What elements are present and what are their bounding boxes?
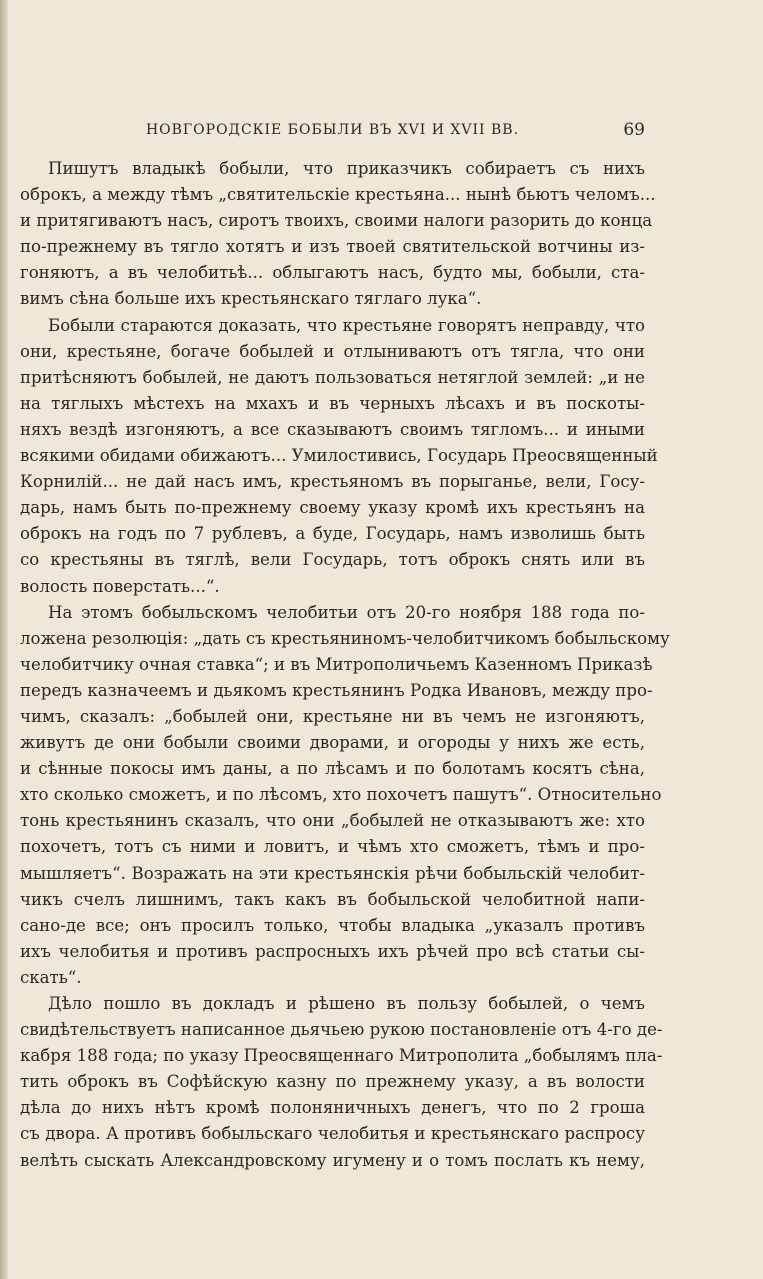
paragraph	[20, 991, 663, 1174]
text-line: похочетъ, тотъ съ ними и ловитъ, и чѣмъ хто сможетъ, тѣмъ и про-	[20, 837, 645, 857]
text-line: дѣла до нихъ нѣтъ кромѣ полоняничныхъ денегъ, что по 2 гроша	[20, 1098, 645, 1118]
text-line: ложена резолюція: „дать съ крестьяниномъ-челобитчикомъ бобыльскому	[20, 628, 670, 648]
text-line: сано-де все; онъ просилъ только, чтобы владыка „указалъ противъ	[20, 915, 645, 935]
text-line: кабря 188 года; по указу Преосвященнаго Митрополита „бобылямъ пла-	[20, 1046, 663, 1066]
text-line: дарь, намъ быть по-прежнему своему указу кромѣ ихъ крестьянъ на	[20, 498, 645, 518]
text-line: свидѣтельствуетъ написанное дьячьею рукою постановленіе отъ 4-го де-	[20, 1020, 663, 1040]
paragraph	[20, 313, 658, 600]
text-line: ихъ челобитья и противъ распросныхъ ихъ рѣчей про всѣ статьи сы-	[20, 941, 645, 961]
text-line: волость поверстать...“.	[20, 576, 220, 596]
text-line: по-прежнему въ тягло хотятъ и изъ твоей святительской вотчины из-	[20, 237, 645, 257]
text-line: хто сколько сможетъ, и по лѣсомъ, хто похочетъ пашутъ“. Относительно	[20, 785, 662, 805]
paragraph	[20, 600, 670, 991]
paragraph	[20, 156, 656, 313]
text-line: Бобыли стараются доказать, что крестьяне говорятъ неправду, что	[48, 315, 645, 335]
text-line: скать“.	[20, 967, 82, 987]
text-line: живутъ де они бобыли своими дворами, и огороды у нихъ же есть,	[20, 733, 645, 753]
text-line: челобитчику очная ставка“; и въ Митрополичьемъ Казенномъ Приказѣ	[20, 654, 653, 674]
text-line: чимъ, сказалъ: „бобылей они, крестьяне ни въ чемъ не изгоняютъ,	[20, 706, 645, 726]
text-line: велѣть сыскать Александровскому игумену и о томъ послать къ нему,	[20, 1150, 645, 1170]
text-line: Дѣло пошло въ докладъ и рѣшено въ пользу бобылей, о чемъ	[48, 994, 645, 1013]
body-text	[20, 156, 670, 1174]
text-line: они, крестьяне, богаче бобылей и отлыниваютъ отъ тягла, что они	[20, 341, 645, 361]
text-line: передъ казначеемъ и дьякомъ крестьянинъ Родка Ивановъ, между про-	[20, 680, 653, 700]
text-line: оброкъ на годъ по 7 рублевъ, а буде, Государь, намъ изволишь быть	[20, 524, 645, 544]
text-line: На этомъ бобыльскомъ челобитьи отъ 20-го ноября 188 года по-	[48, 602, 645, 622]
text-line: гоняютъ, а въ челобитьѣ... облыгаютъ насъ, будто мы, бобыли, ста-	[20, 263, 645, 283]
text-line: притѣсняютъ бобылей, не даютъ пользоваться нетяглой землей: „и не	[20, 367, 645, 387]
text-line: вимъ сѣна больше ихъ крестьянскаго тяглаго лука“.	[20, 289, 482, 309]
text-line: няхъ вездѣ изгоняютъ, а все сказываютъ своимъ тягломъ... и иными	[20, 419, 645, 439]
text-line: на тяглыхъ мѣстехъ на мхахъ и въ черныхъ лѣсахъ и въ поскоты-	[20, 393, 645, 413]
text-line: всякими обидами обижаютъ... Умилостивись, Государь Преосвященный	[20, 446, 658, 466]
text-line: и притягиваютъ насъ, сиротъ твоихъ, своими налоги разорить до конца	[20, 211, 653, 231]
text-line: со крестьяны въ тяглѣ, вели Государь, тотъ оброкъ снять или въ	[20, 550, 645, 570]
text-line: мышляетъ“. Возражать на эти крестьянскія рѣчи бобыльскій челобит-	[20, 863, 645, 883]
text-line: Корнилій... не дай насъ имъ, крестьяномъ въ порыганье, вели, Госу-	[20, 472, 645, 492]
page-number: 69	[623, 120, 645, 140]
text-line: оброкъ, а между тѣмъ „святительскіе крестьяна... нынѣ бьютъ челомъ...	[20, 185, 656, 205]
text-line: тить оброкъ въ Софѣйскую казну по прежнему указу, а въ волости	[20, 1072, 645, 1092]
running-head: НОВГОРОДСКІЕ БОБЫЛИ ВЪ XVI И XVII ВВ.	[145, 122, 520, 138]
page-header	[20, 120, 645, 144]
text-line: чикъ счелъ лишнимъ, такъ какъ въ бобыльской челобитной напи-	[20, 889, 645, 909]
text-line: и сѣнные покосы имъ даны, а по лѣсамъ и по болотамъ косятъ сѣна,	[20, 759, 645, 779]
page-edge	[0, 0, 8, 1279]
text-line: съ двора. А противъ бобыльскаго челобитья и крестьянскаго распросу	[20, 1124, 645, 1144]
text-line: тонь крестьянинъ сказалъ, что они „бобылей не отказываютъ же: хто	[20, 811, 645, 831]
text-line: Пишутъ владыкѣ бобыли, что приказчикъ собираетъ съ нихъ	[48, 159, 645, 178]
